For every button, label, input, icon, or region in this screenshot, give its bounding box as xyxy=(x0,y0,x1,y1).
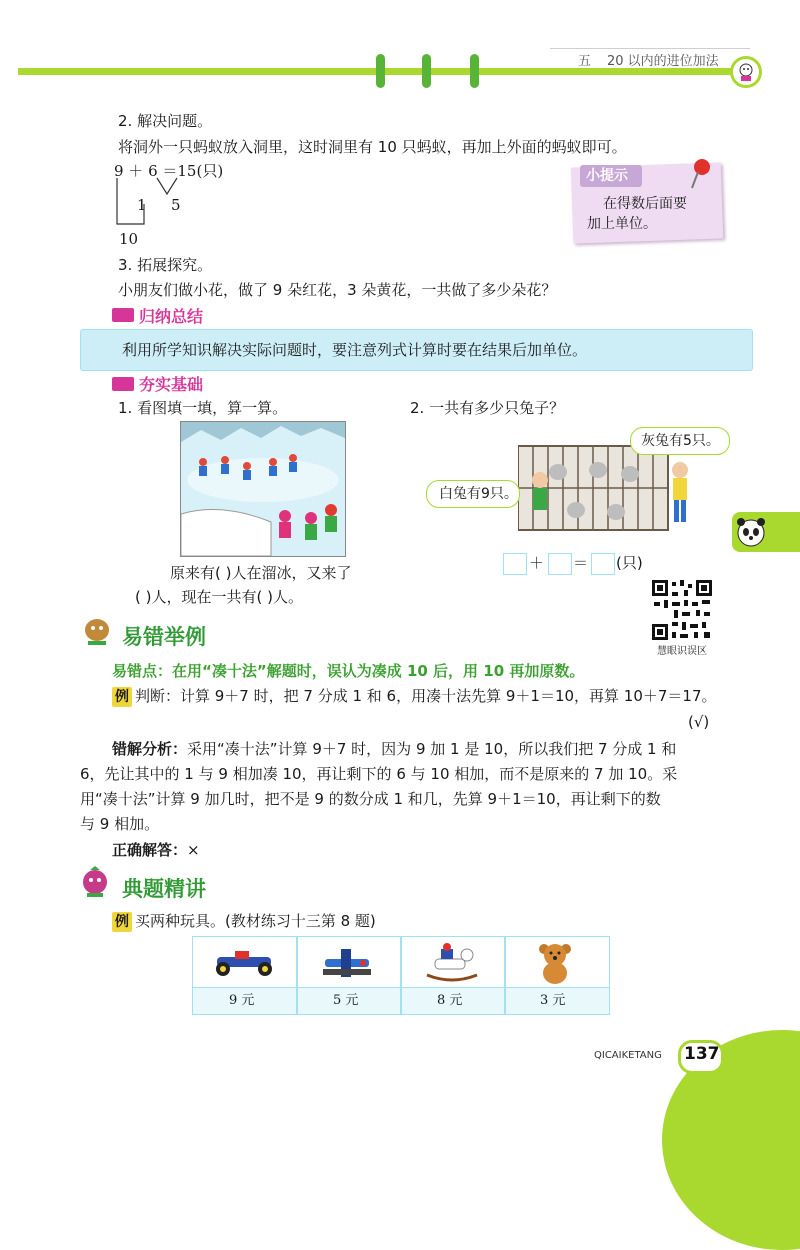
pushpin-icon xyxy=(690,158,714,194)
summary-title: 归纳总结 xyxy=(139,307,204,326)
section2-line1: 将洞外一只蚂蚁放入洞里，这时洞里有 10 只蚂蚁，再加上外面的蚂蚁即可。 xyxy=(118,138,627,156)
toy-table-col-divider-1 xyxy=(296,937,298,1014)
tip-line2: 加上单位。 xyxy=(587,216,657,232)
header-pin-3 xyxy=(470,54,479,88)
classic-example xyxy=(112,911,376,932)
footer-brand: QICAIKETANG xyxy=(594,1050,662,1061)
toy-price-4: 3 元 xyxy=(540,993,566,1008)
eq-unit: (只) xyxy=(616,554,643,572)
mistakes-title: 易错举例 xyxy=(122,625,206,649)
split-right: 5 xyxy=(171,196,181,214)
section3-heading: 3. 拓展探究。 xyxy=(118,256,213,274)
summary-icon xyxy=(112,308,134,322)
toy-table xyxy=(192,936,610,1015)
basics-q1-line2: ( )人，现在一共有( )人。 xyxy=(135,588,303,606)
mistakes-mark: (√) xyxy=(688,713,710,731)
classic-example-badge: 例 xyxy=(112,912,132,932)
mistakes-point: 易错点：在用“凑十法”解题时，误认为凑成 10 后，用 10 再加原数。 xyxy=(112,662,585,680)
toy-car-icon xyxy=(211,945,279,983)
qr-code-icon[interactable] xyxy=(650,578,714,642)
tip-line1: 在得数后面要 xyxy=(603,196,687,212)
panda-icon xyxy=(734,515,768,553)
toy-plane-icon xyxy=(319,943,375,985)
bubble-white-text: 白兔有9只。 xyxy=(439,486,518,502)
tip-title: 小提示 xyxy=(586,168,628,184)
analysis-line3: 用“凑十法”计算 9 加几时，把不是 9 的数分成 1 和几，先算 9＋1＝10，再让剩下的数 xyxy=(80,790,661,808)
lightbulb-mascot-icon xyxy=(80,617,114,651)
eq-main: 9 ＋ 6 ＝15(只) xyxy=(114,162,224,180)
mistakes-example-text: 判断：计算 9＋7 时，把 7 分成 1 和 6，用凑十法先算 9＋1＝10，再算 10＋7＝17。 xyxy=(135,687,717,705)
answer-line xyxy=(112,840,200,860)
answer-value: × xyxy=(187,841,200,859)
classic-title: 典题精讲 xyxy=(122,877,206,901)
mascot-icon xyxy=(730,56,762,88)
teddy-bear-icon xyxy=(535,941,575,989)
berry-mascot-icon xyxy=(78,866,112,902)
basics-icon xyxy=(112,377,134,391)
header-pin-2 xyxy=(422,54,431,88)
header-pin-1 xyxy=(376,54,385,88)
analysis-line2: 6，先让其中的 1 与 9 相加凑 10，再让剩下的 6 与 10 相加，而不是原来的 7 加 10。采 xyxy=(80,765,678,783)
basics-q1: 1. 看图填一填，算一算。 xyxy=(118,399,288,417)
toy-table-col-divider-2 xyxy=(400,937,402,1014)
basics-title: 夯实基础 xyxy=(139,375,204,394)
sum-ten: 10 xyxy=(119,230,139,248)
bubble-grey-text: 灰兔有5只。 xyxy=(641,433,720,449)
rocking-horse-icon xyxy=(421,941,483,987)
basics-q1-line1: 原来有( )人在溜冰，又来了 xyxy=(170,564,352,582)
toy-price-1: 9 元 xyxy=(229,993,255,1008)
analysis-line1 xyxy=(112,739,676,759)
analysis-text-1: 采用“凑十法”计算 9＋7 时，因为 9 加 1 是 10，所以我们把 7 分成 1 和 xyxy=(187,740,677,758)
classic-example-text: 买两种玩具。(教材练习十三第 8 题) xyxy=(135,912,376,930)
toy-price-3: 8 元 xyxy=(437,993,463,1008)
section3-line1: 小朋友们做小花，做了 9 朵红花，3 朵黄花，一共做了多少朵花？ xyxy=(118,281,557,299)
answer-label: 正确解答： xyxy=(112,841,188,859)
eq-box-1[interactable] xyxy=(503,553,527,575)
header-divider xyxy=(550,48,750,49)
page-number: 137 xyxy=(684,1044,720,1064)
eq-box-2[interactable] xyxy=(548,553,572,575)
section2-heading: 2. 解决问题。 xyxy=(118,112,213,130)
eq-equals: ＝ xyxy=(573,554,589,572)
eq-plus: ＋ xyxy=(529,554,545,572)
toy-table-col-divider-3 xyxy=(504,937,506,1014)
analysis-label: 错解分析： xyxy=(112,740,188,758)
example-badge: 例 xyxy=(112,687,132,707)
summary-text: 利用所学知识解决实际问题时，要注意列式计算时要在结果后加单位。 xyxy=(122,341,588,359)
eq-box-3[interactable] xyxy=(591,553,615,575)
split-left: 1 xyxy=(137,196,147,214)
mistakes-example xyxy=(112,686,717,707)
toy-price-2: 5 元 xyxy=(333,993,359,1008)
chapter-number: 五 xyxy=(578,54,592,69)
analysis-line4: 与 9 相加。 xyxy=(80,815,160,833)
basics-q2: 2. 一共有多少只兔子？ xyxy=(410,399,565,417)
qr-label: 慧眼识误区 xyxy=(657,646,707,657)
skating-picture xyxy=(180,421,346,557)
chapter-title: 20 以内的进位加法 xyxy=(607,54,719,69)
